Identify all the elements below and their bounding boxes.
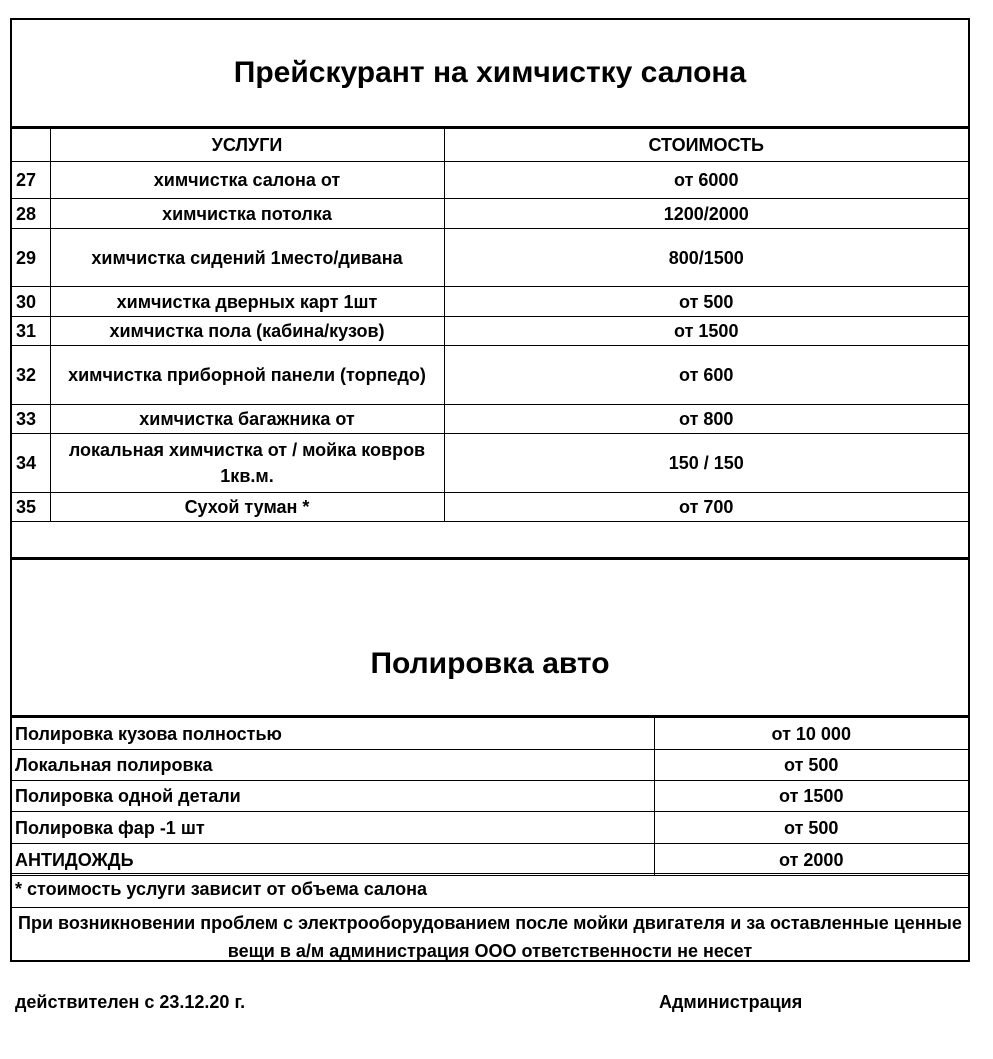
row-number: 33 — [12, 405, 50, 434]
row-service: химчистка приборной панели (торпедо) — [50, 346, 444, 405]
table-row — [12, 750, 968, 781]
table-row — [12, 812, 968, 844]
row-number: 27 — [12, 162, 50, 199]
row-service: химчистка багажника от — [50, 405, 444, 434]
table-row — [12, 199, 968, 229]
header-services: УСЛУГИ — [50, 129, 444, 162]
row-price: от 600 — [444, 346, 968, 405]
row-service: Полировка кузова полностью — [12, 718, 654, 750]
table-row — [12, 493, 968, 522]
row-number: 29 — [12, 229, 50, 287]
empty-row — [12, 520, 968, 560]
table-row — [12, 287, 968, 317]
row-price: от 2000 — [654, 844, 968, 876]
row-price: от 800 — [444, 405, 968, 434]
table-header-row — [12, 129, 968, 162]
row-number: 32 — [12, 346, 50, 405]
row-price: от 500 — [444, 287, 968, 317]
table-row — [12, 844, 968, 876]
administration-signature: Администрация — [659, 992, 803, 1012]
row-service: химчистка сидений 1место/дивана — [50, 229, 444, 287]
row-service: Полировка фар -1 шт — [12, 812, 654, 844]
row-service: химчистка салона от — [50, 162, 444, 199]
table-row — [12, 317, 968, 346]
row-price: 150 / 150 — [444, 434, 968, 493]
table-row — [12, 229, 968, 287]
row-service: Локальная полировка — [12, 750, 654, 781]
dry-cleaning-table — [12, 128, 968, 522]
row-price: 800/1500 — [444, 229, 968, 287]
row-price: от 1500 — [654, 781, 968, 812]
polishing-title: Полировка авто — [12, 563, 968, 717]
table-row — [12, 346, 968, 405]
table-row — [12, 162, 968, 199]
row-service: химчистка потолка — [50, 199, 444, 229]
row-number: 34 — [12, 434, 50, 493]
header-price: СТОИМОСТЬ — [444, 129, 968, 162]
polishing-table — [12, 717, 968, 876]
row-service: Полировка одной детали — [12, 781, 654, 812]
row-price: от 1500 — [444, 317, 968, 346]
row-number: 30 — [12, 287, 50, 317]
row-price: 1200/2000 — [444, 199, 968, 229]
header-number — [12, 129, 50, 162]
row-service: химчистка пола (кабина/кузов) — [50, 317, 444, 346]
row-number: 35 — [12, 493, 50, 522]
dry-cleaning-title: Прейскурант на химчистку салона — [12, 20, 968, 128]
row-price: от 700 — [444, 493, 968, 522]
row-price: от 10 000 — [654, 718, 968, 750]
table-row — [12, 718, 968, 750]
row-service: Сухой туман * — [50, 493, 444, 522]
footnote: * стоимость услуги зависит от объема салона — [12, 873, 968, 907]
valid-from-date: действителен с 23.12.20 г. — [15, 992, 246, 1012]
row-price: от 500 — [654, 812, 968, 844]
row-service: АНТИДОЖДЬ — [12, 844, 654, 876]
table-row — [12, 405, 968, 434]
row-service: химчистка дверных карт 1шт — [50, 287, 444, 317]
row-number: 28 — [12, 199, 50, 229]
price-list-frame — [10, 18, 970, 962]
row-price: от 500 — [654, 750, 968, 781]
row-service: локальная химчистка от / мойка ковров 1кв.м. — [50, 434, 444, 493]
row-number: 31 — [12, 317, 50, 346]
liability-notice: При возникновении проблем с электрооборудованием после мойки двигателя и за оставленные ценные вещи в а/м администрация ООО ответственности не несет — [12, 907, 968, 962]
table-row — [12, 781, 968, 812]
row-price: от 6000 — [444, 162, 968, 199]
table-row — [12, 434, 968, 493]
